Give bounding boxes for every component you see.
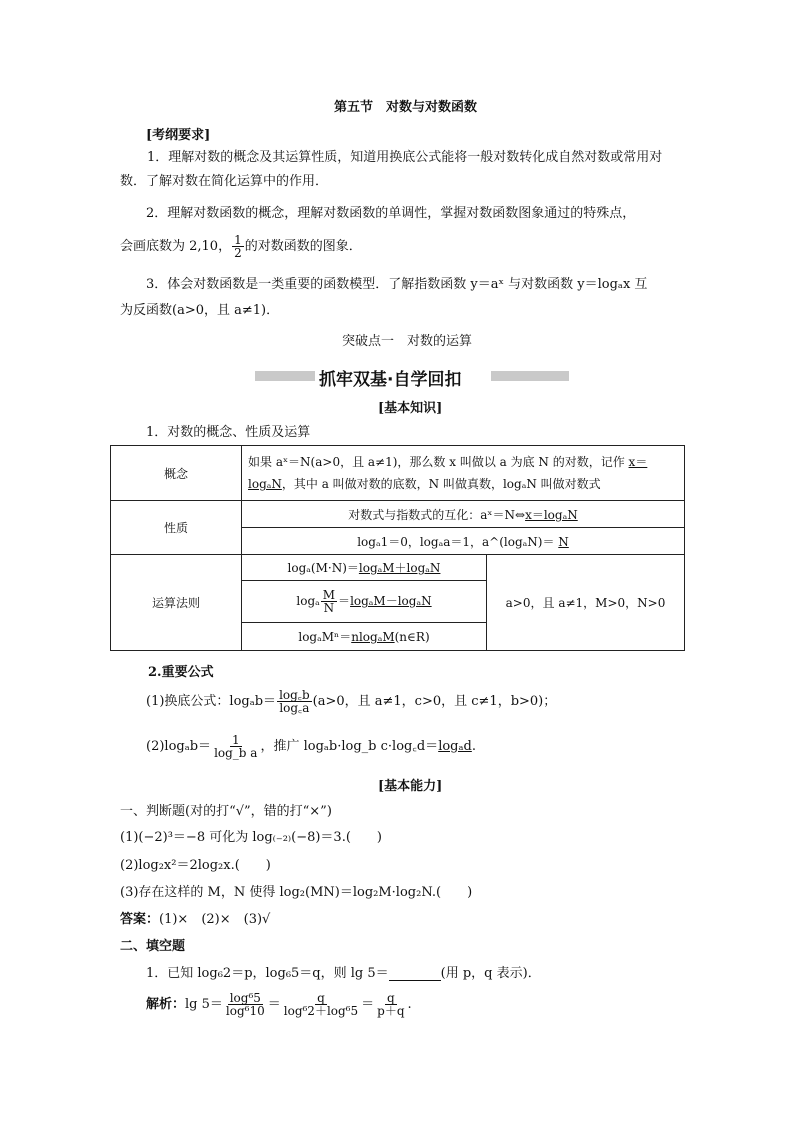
breakthrough-title: 突破点一 对数的运算 [342, 334, 473, 349]
op-2: logₐ $\frac{M}{N}$ ＝logₐM－logₐN [242, 581, 487, 623]
syllabus-item-3-line2: 为反函数(a>0，且 a≠1)． [120, 303, 280, 318]
syllabus-header: [考纲要求] [146, 128, 211, 143]
fill-solution: 解析：lg 5＝ $\frac{\text{log⁶5}}{\text{log⁶10}}$ ＝ $\frac{q}{\text{log⁶2＋log⁶5}}$ ＝ $\frac{q}{p+q}$ . [146, 991, 412, 1018]
syllabus-item-1: 1．理解对数的概念及其运算性质，知道用换底公式能将一般对数转化成自然对数或常用对数．了解对数在简化运算中的作用． [120, 150, 663, 189]
table-row-op-1 [111, 555, 685, 581]
concept-label: 概念 [111, 446, 242, 501]
knowledge-table [110, 445, 685, 651]
fraction-m-over-n: $\frac{M}{N}$ [322, 588, 336, 615]
op-1: logₐ(M·N)＝logₐM＋logₐN [242, 555, 487, 581]
basic-knowledge-header: [基本知识] [378, 401, 443, 416]
judge-q3: (3)存在这样的 M，N 使得 log₂(MN)＝log₂M·log₂N.( ) [120, 885, 473, 900]
banner-bar-right [491, 371, 569, 381]
banner-bar-left [255, 371, 315, 381]
solution-label: 解析： [146, 997, 186, 1012]
fill-header: 二、填空题 [120, 939, 186, 954]
formula-change-of-base: (1)换底公式：logₐb＝ $\frac{\log꜀b}{\log꜀a}$ (a>0，且 a≠1，c>0，且 c≠1，b>0)； [146, 688, 557, 715]
answer-blank [389, 967, 441, 981]
judge-q1: (1)(−2)³＝−8 可化为 log₍₋₂₎(−8)＝3.( ) [120, 830, 382, 845]
solution-fraction-2: $\frac{q}{\text{log⁶2＋log⁶5}}$ [283, 991, 359, 1018]
syllabus-item-2-line2 [120, 234, 362, 260]
fill-q1: 1．已知 log₆2＝p，log₆5＝q，则 lg 5＝ (用 p，q 表示)． [146, 966, 541, 981]
solution-fraction-3: $\frac{q}{p+q}$ [377, 991, 405, 1018]
property-label: 性质 [111, 501, 242, 555]
fraction-change-of-base: $\frac{\log꜀b}{\log꜀a}$ [279, 688, 310, 715]
answer-label: 答案： [120, 912, 160, 927]
section-banner [255, 366, 569, 390]
syllabus-item-2-start: 会画底数为 2,10， [120, 239, 232, 254]
formula-reciprocal: (2)logₐb＝ $\frac{1}{\text{log\_b a}}$ ，推广 logₐb·log_b c·log꜀d＝logₐd. [146, 733, 476, 760]
answer-text: (1)× (2)× (3)√ [159, 912, 271, 927]
syllabus-item-2-line1: 2．理解对数函数的概念，理解对数函数的单调性，掌握对数函数图象通过的特殊点， [146, 206, 636, 221]
table-row-concept [111, 446, 685, 501]
judge-header: 一、判断题(对的打“√”，错的打“×”) [120, 804, 332, 819]
point1-title: 1．对数的概念、性质及运算 [146, 425, 311, 440]
banner-title: 抓牢双基·自学回扣 [319, 370, 462, 390]
judge-q2: (2)log₂x²＝2log₂x.( ) [120, 858, 271, 873]
op-3: logₐMⁿ＝nlogₐM(n∈R) [242, 623, 487, 651]
formulas-header: 2.重要公式 [148, 665, 214, 680]
fraction-reciprocal: $\frac{1}{\text{log\_b a}}$ [214, 733, 258, 760]
table-row-property-1 [111, 501, 685, 528]
fraction-one-half: $\frac{1}{2}$ [234, 233, 242, 260]
section-title: 第五节 对数与对数函数 [334, 100, 478, 115]
property-row-2: logₐ1＝0，logₐa＝1，a^(logₐN)＝ N [242, 528, 685, 555]
ops-label: 运算法则 [111, 555, 242, 651]
syllabus-item-2-end: 的对数函数的图象． [244, 239, 362, 254]
solution-fraction-1: $\frac{\text{log⁶5}}{\text{log⁶10}}$ [225, 991, 265, 1018]
judge-answer [120, 908, 270, 927]
ops-conditions: a>0，且 a≠1，M>0，N>0 [487, 555, 685, 651]
syllabus-item-3-line1: 3．体会对数函数是一类重要的函数模型．了解指数函数 y＝aˣ 与对数函数 y＝logₐx 互 [146, 277, 648, 292]
basic-ability-header: [基本能力] [378, 779, 443, 794]
property-row-1: 对数式与指数式的互化：aˣ＝N⇔x＝logₐN [242, 501, 685, 528]
concept-cell: 如果 aˣ＝N(a>0，且 a≠1)，那么数 x 叫做以 a 为底 N 的对数，记作 x＝ logₐN，其中 a 叫做对数的底数，N 叫做真数，logₐN 叫做对数式 [242, 446, 685, 501]
